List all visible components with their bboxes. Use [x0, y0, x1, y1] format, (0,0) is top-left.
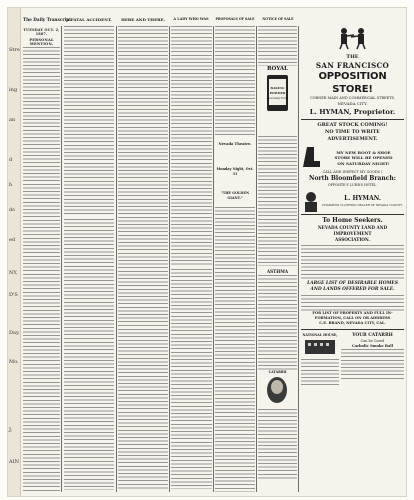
column-rule [256, 26, 257, 492]
edge-text: d [9, 157, 13, 163]
article-text [64, 26, 114, 216]
article-text [215, 207, 255, 492]
shoe-line-3: ON SATURDAY NIGHT! [337, 160, 390, 166]
column-rule [169, 26, 170, 492]
newspaper-page [8, 8, 406, 496]
ad-signature: L. HYMAN. [344, 194, 381, 202]
article-column-5 [215, 26, 255, 492]
theatre-date: Monday Night, Oct. 31 [216, 167, 254, 176]
column-headline: NOTICE OF SALE [262, 17, 294, 21]
ad-body-text [301, 359, 339, 385]
ad-the: THE [346, 54, 359, 60]
bottom-ads-row [301, 333, 404, 386]
article-column-3 [118, 26, 168, 492]
edge-text: NY, [9, 270, 18, 276]
section-heading: PERSONAL MENTION. [29, 38, 54, 46]
land-large-1: LARGE LIST OF DESIRABLE HOMES [307, 280, 398, 286]
portrait-icon [301, 190, 321, 212]
edge-text: Day. [9, 330, 20, 336]
ad-branch-sub: OPPOSITE F. LUHR'S HOTEL. [327, 183, 378, 187]
asthma-heading: ASTHMA [266, 269, 289, 274]
boxers-illustration-icon [301, 26, 404, 50]
article-text [171, 26, 212, 266]
article-text [118, 26, 168, 326]
article-column-4 [171, 26, 212, 492]
ad-proprietor: L. HYMAN, Proprietor. [309, 108, 396, 116]
theatre-venue: Nevada Theatre. [218, 142, 252, 146]
ad-city: SAN FRANCISCO [315, 61, 390, 70]
ad-body-text [301, 295, 404, 311]
article-text [171, 269, 212, 489]
article-text [258, 409, 297, 479]
article-text [118, 329, 168, 489]
article-text [258, 26, 297, 66]
shoe-line-2: STORE WILL BE OPENED [334, 155, 393, 161]
edge-text: ds [9, 207, 15, 213]
column-rule [298, 26, 299, 492]
column-rule [61, 26, 62, 492]
catarrh-ad [341, 333, 404, 386]
article-text [23, 47, 60, 492]
royal-baking-powder-ad [258, 66, 297, 136]
edge-text: AIN [9, 459, 19, 465]
royal-brand: ROYAL [266, 66, 289, 72]
hotel-building-icon [301, 337, 339, 355]
ad-column-right [301, 26, 404, 496]
newspaper-title: The Daily Transcript. [23, 17, 73, 22]
article-text [64, 219, 114, 339]
column-headline: PROPOSALS OF SALE [215, 17, 255, 21]
date-line: TUESDAY OCT. 2, 1887. [23, 28, 60, 36]
column-headline: HERE AND THERE. [121, 17, 165, 22]
shoe-line-1: MY NEW BOOT & SHOE [336, 149, 391, 155]
land-note-1: FOR LIST OF PROPERTY AND FULL IN- [312, 310, 393, 315]
article-text [215, 26, 255, 136]
edge-text: ed [9, 237, 16, 243]
land-title-3: ASSOCIATION. [335, 236, 370, 242]
edge-text: an [9, 117, 16, 123]
column-rule [213, 26, 214, 492]
national-house-title: NATIONAL HOUSE, [302, 332, 338, 337]
ad-town: NEVADA CITY. [337, 101, 368, 106]
adjacent-page-strip [8, 8, 21, 496]
catarrh-line-1: YOUR CATARRH [352, 332, 393, 338]
ad-stock-2: NO TIME TO WRITE ADVERTISEMENT. [325, 129, 380, 142]
edge-text: J, [9, 427, 13, 433]
land-note-2: FORMATION, CALL ON OR ADDRESS [314, 315, 391, 320]
royal-tag: Absolutely Pure. [266, 97, 289, 100]
article-text [258, 136, 297, 266]
land-large-2: AND LANDS OFFERED FOR SALE. [310, 286, 395, 292]
portrait-engraving-icon [258, 375, 297, 405]
ad-body-text [341, 349, 404, 379]
article-text [64, 342, 114, 490]
ad-call: CALL AND INSPECT MY GOODS ! [322, 170, 383, 174]
ad-signature-sub: CHAMPION CLOTHING DEALER OF NEVADA COUNTY. [322, 202, 403, 207]
boot-icon [301, 146, 323, 170]
edge-text: Mo. [9, 359, 19, 365]
catarrh-heading: CATARRH [268, 370, 287, 374]
column-headline: A FATAL ACCIDENT. [66, 17, 112, 22]
ad-corner: CORNER MAIN AND COMMERCIAL STREETS, [310, 96, 395, 100]
article-text [258, 275, 297, 370]
shoe-store-block [301, 146, 404, 170]
ad-stock-1: GREAT STOCK COMING! [317, 122, 388, 128]
edge-text: Stre [9, 47, 20, 53]
royal-product-2: POWDER [269, 91, 286, 95]
ad-column-6 [258, 26, 297, 492]
catarrh-line-3: Carbolic Smoke Ball [351, 343, 394, 348]
ad-branch: North Bloomfield Branch: [308, 175, 397, 182]
article-column-1 [23, 26, 60, 492]
catarrh-line-2: Can be Cured [360, 338, 385, 343]
edge-text: D'S [9, 292, 18, 298]
article-column-2 [64, 26, 114, 492]
hyman-signature-block [301, 190, 404, 212]
edge-text: ing [9, 87, 18, 93]
land-title-2: NEVADA COUNTY LAND AND IMPROVEMENT [317, 224, 388, 236]
theatre-play: "THE GOLDEN GIANT." [220, 191, 250, 200]
edge-text: h [9, 182, 13, 188]
column-rule [116, 26, 117, 492]
land-note-3: C.E. BRAND, NEVADA CITY, CAL. [319, 320, 386, 325]
land-title-1: To Home Seekers. [322, 216, 383, 224]
royal-product-1: BAKING [270, 86, 285, 90]
column-headline: A LADY WHO WAS [173, 17, 209, 21]
ad-body-text [301, 245, 404, 281]
ad-store-name: OPPOSITION STORE! [318, 71, 387, 95]
national-house-ad [301, 333, 339, 386]
